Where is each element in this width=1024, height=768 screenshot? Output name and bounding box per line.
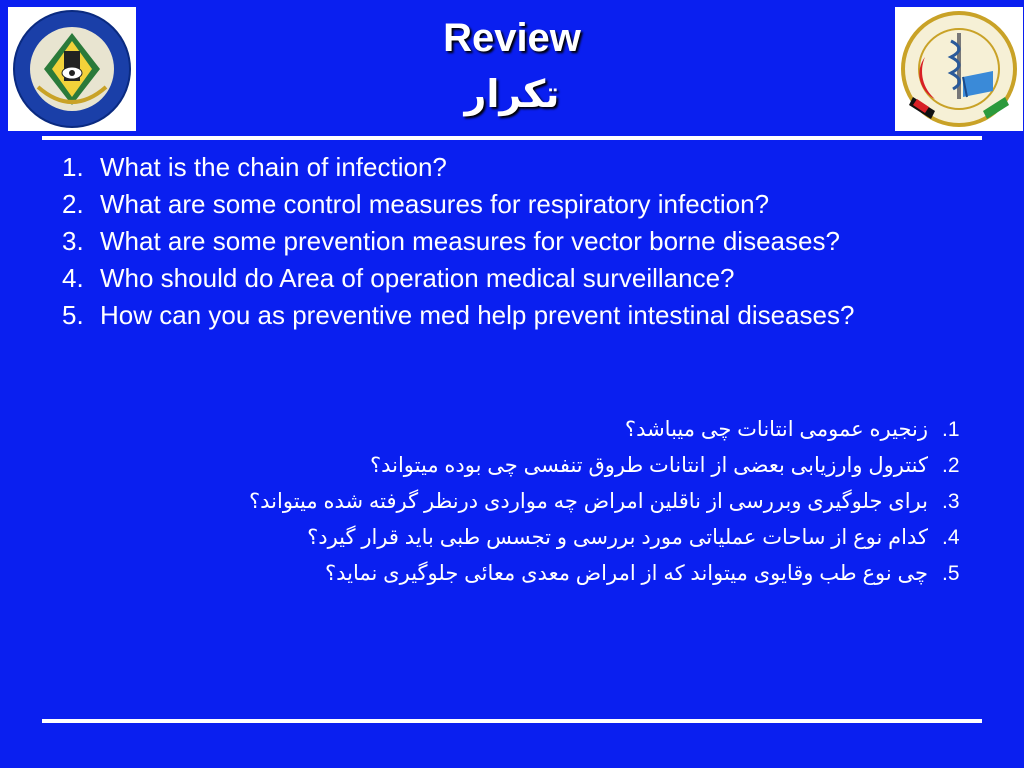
list-item bbox=[110, 484, 990, 520]
item-text: زنجیره عمومی انتانات چی میباشد؟ bbox=[624, 418, 928, 441]
item-number: .2 bbox=[942, 454, 960, 477]
item-number: .3 bbox=[942, 490, 960, 513]
list-item bbox=[110, 520, 990, 556]
slide-subtitle: تکرار bbox=[464, 74, 560, 116]
item-number: 1. bbox=[62, 152, 84, 182]
english-question-list bbox=[62, 149, 992, 334]
list-item bbox=[62, 223, 992, 260]
item-text: What are some prevention measures for vector borne diseases? bbox=[100, 226, 840, 256]
list-item bbox=[62, 297, 992, 334]
item-number: .5 bbox=[942, 562, 960, 585]
item-number: 3. bbox=[62, 226, 84, 256]
item-text: کدام نوع از ساحات عملیاتی مورد بررسی و تجسس طبی باید قرار گیرد؟ bbox=[307, 526, 928, 549]
list-item bbox=[110, 412, 990, 448]
item-number: .4 bbox=[942, 526, 960, 549]
item-number: .1 bbox=[942, 418, 960, 441]
item-text: What is the chain of infection? bbox=[100, 152, 447, 182]
item-text: What are some control measures for respiratory infection? bbox=[100, 189, 770, 219]
item-text: کنترول وارزیابی بعضی از انتانات طروق تنفسی چی بوده میتواند؟ bbox=[369, 454, 928, 477]
dari-question-list bbox=[110, 412, 990, 592]
list-item bbox=[62, 186, 992, 223]
item-number: 4. bbox=[62, 263, 84, 293]
list-item bbox=[110, 448, 990, 484]
item-number: 5. bbox=[62, 300, 84, 330]
slide-title: Review bbox=[443, 16, 581, 60]
list-item bbox=[110, 556, 990, 592]
top-divider bbox=[42, 136, 982, 140]
item-number: 2. bbox=[62, 189, 84, 219]
item-text: برای جلوگیری وبررسی از ناقلین امراض چه مواردی درنظر گرفته شده میتواند؟ bbox=[249, 490, 928, 513]
list-item bbox=[62, 149, 992, 186]
bottom-divider bbox=[42, 719, 982, 723]
item-text: Who should do Area of operation medical surveillance? bbox=[100, 263, 735, 293]
list-item bbox=[62, 260, 992, 297]
item-text: How can you as preventive med help prevent intestinal diseases? bbox=[100, 300, 855, 330]
item-text: چی نوع طب وقایوی میتواند که از امراض معدی معائی جلوگیری نماید؟ bbox=[324, 562, 928, 585]
